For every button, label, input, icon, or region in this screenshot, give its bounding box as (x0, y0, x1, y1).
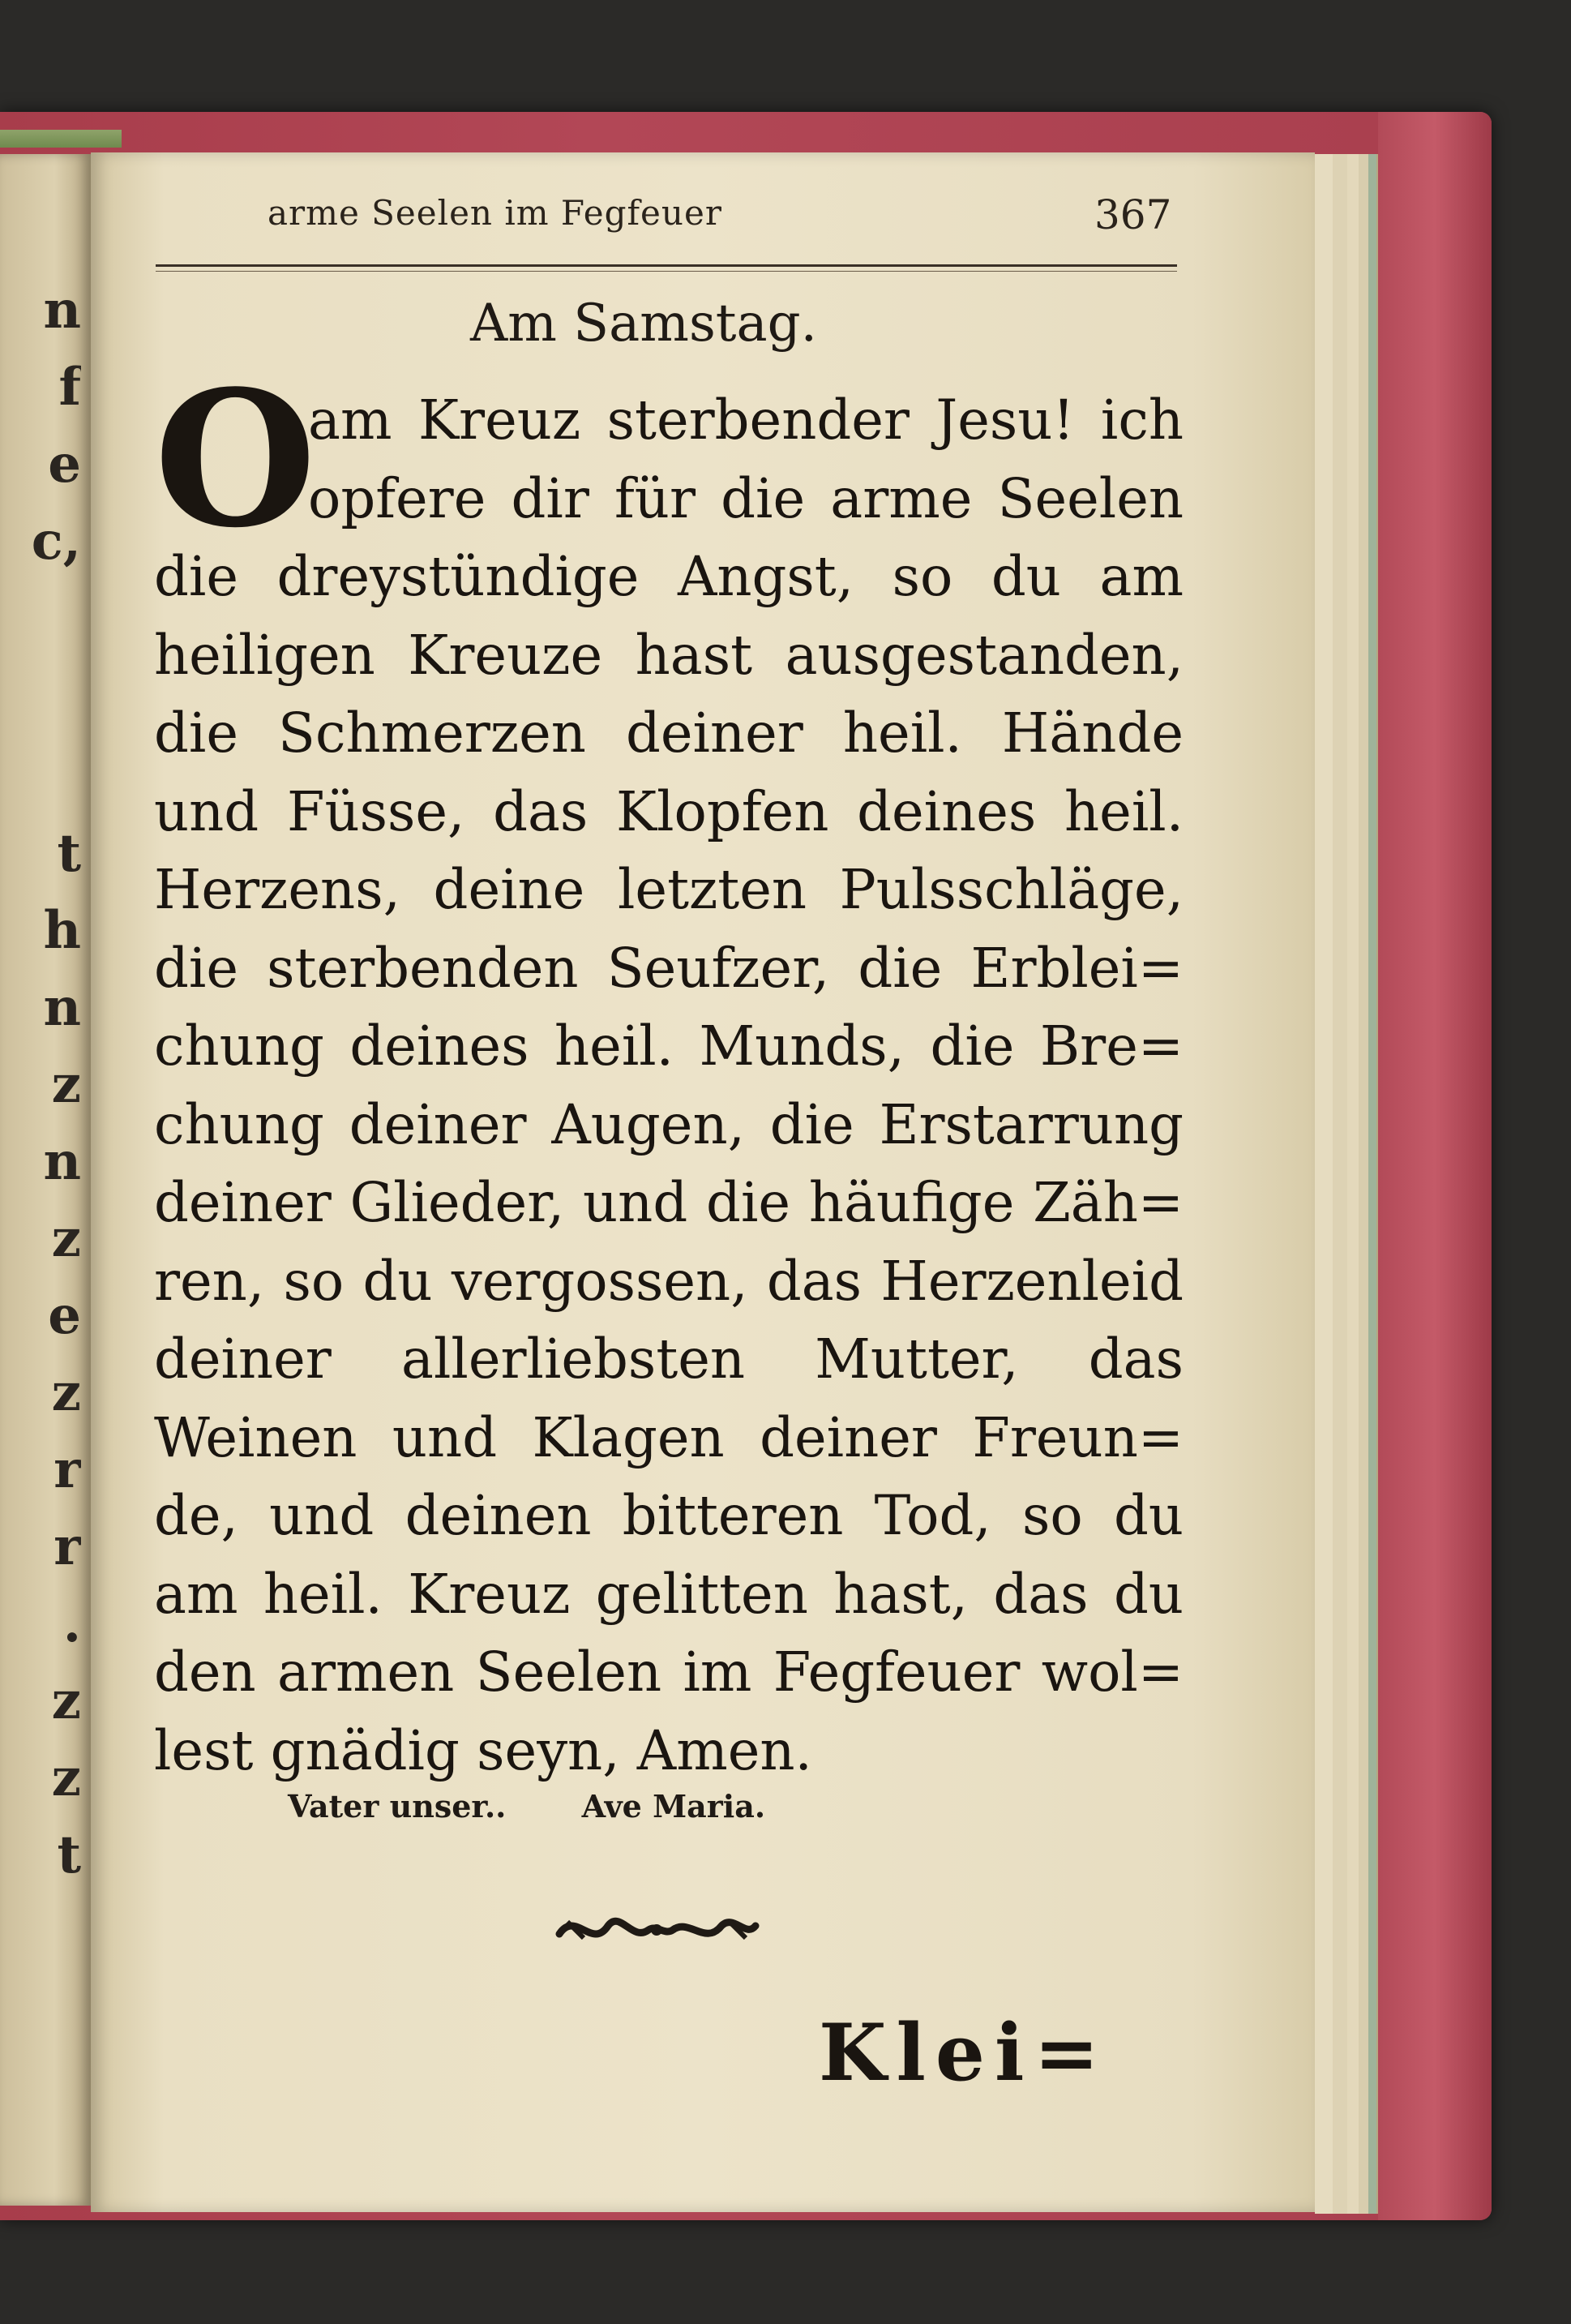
left-page-fragment: r (54, 1516, 81, 1577)
text-line: die Schmerzen deiner heil. Hände (154, 701, 1184, 765)
left-page-fragment: r (54, 1439, 81, 1500)
text-line: opfere dir für die arme Seelen (308, 466, 1184, 530)
ornament-icon (551, 1902, 762, 1958)
left-page-fragment: n (43, 280, 81, 341)
running-header: arme Seelen im Fegfeuer (268, 193, 722, 233)
text-line: am heil. Kreuz gelitten hast, das du (154, 1562, 1184, 1626)
text-line: chung deines heil. Munds, die Bre= (154, 1014, 1184, 1078)
text-line: chung deiner Augen, die Erstarrung (154, 1092, 1184, 1156)
text-line: ren, so du vergossen, das Herzenleid (154, 1249, 1184, 1313)
prayer-list (288, 1788, 830, 1824)
left-page-fragment: t (57, 823, 81, 884)
text-line: Herzens, deine letzten Pulsschläge, (154, 858, 1184, 921)
text-line: deiner Glieder, und die häufige Zäh= (154, 1171, 1184, 1234)
left-page-fragment: f (58, 357, 81, 418)
left-page-fragment: z (51, 1747, 81, 1808)
prayer-item: Ave Maria. (581, 1788, 766, 1824)
left-page-fragment: t (57, 1824, 81, 1885)
text-line: Weinen und Klagen deiner Freun= (154, 1405, 1184, 1469)
left-page-fragment: e (48, 1285, 81, 1346)
left-page (0, 154, 91, 2206)
text-line: am Kreuz sterbender Jesu! ich (308, 388, 1184, 452)
text-line: heiligen Kreuze hast ausgestanden, (154, 623, 1184, 687)
left-page-fragment: . (62, 1593, 81, 1654)
prayer-body (154, 381, 1184, 1790)
left-page-fragment: z (51, 1208, 81, 1269)
header-rule-thin (156, 271, 1177, 272)
bookmark-ribbon (0, 130, 122, 148)
text-line: deiner allerliebsten Mutter, das (154, 1327, 1184, 1391)
page-edge (1315, 154, 1334, 2214)
text-line: lest gnädig seyn, Amen. (154, 1718, 812, 1782)
text-line: die dreystündige Angst, so du am (154, 545, 1184, 608)
text-line: den armen Seelen im Fegfeuer wol= (154, 1640, 1184, 1704)
text-line: und Füsse, das Klopfen deines heil. (154, 779, 1184, 843)
page-edge (1333, 154, 1349, 2214)
text-line: die sterbenden Seufzer, die Erblei= (154, 936, 1184, 1000)
left-page-fragment: n (43, 977, 81, 1038)
left-page-fragment: z (51, 1670, 81, 1731)
section-title: Am Samstag. (470, 294, 817, 354)
prayer-item: Vater unser.. (288, 1788, 507, 1824)
drop-cap: O (154, 350, 317, 569)
left-page-fragment: z (51, 1054, 81, 1115)
page-number: 367 (1094, 191, 1172, 238)
page-edge (1368, 154, 1378, 2214)
left-page-fragment: h (43, 900, 81, 961)
left-page-fragment: c, (31, 511, 81, 572)
header-rule (156, 264, 1177, 267)
left-page-fragment: z (51, 1362, 81, 1423)
left-page-fragment: e (48, 434, 81, 495)
book-cover-edge (1378, 112, 1492, 2220)
text-line: de, und deinen bitteren Tod, so du (154, 1484, 1184, 1547)
left-page-fragment: n (43, 1131, 81, 1192)
catchword: Klei= (819, 2007, 1109, 2099)
